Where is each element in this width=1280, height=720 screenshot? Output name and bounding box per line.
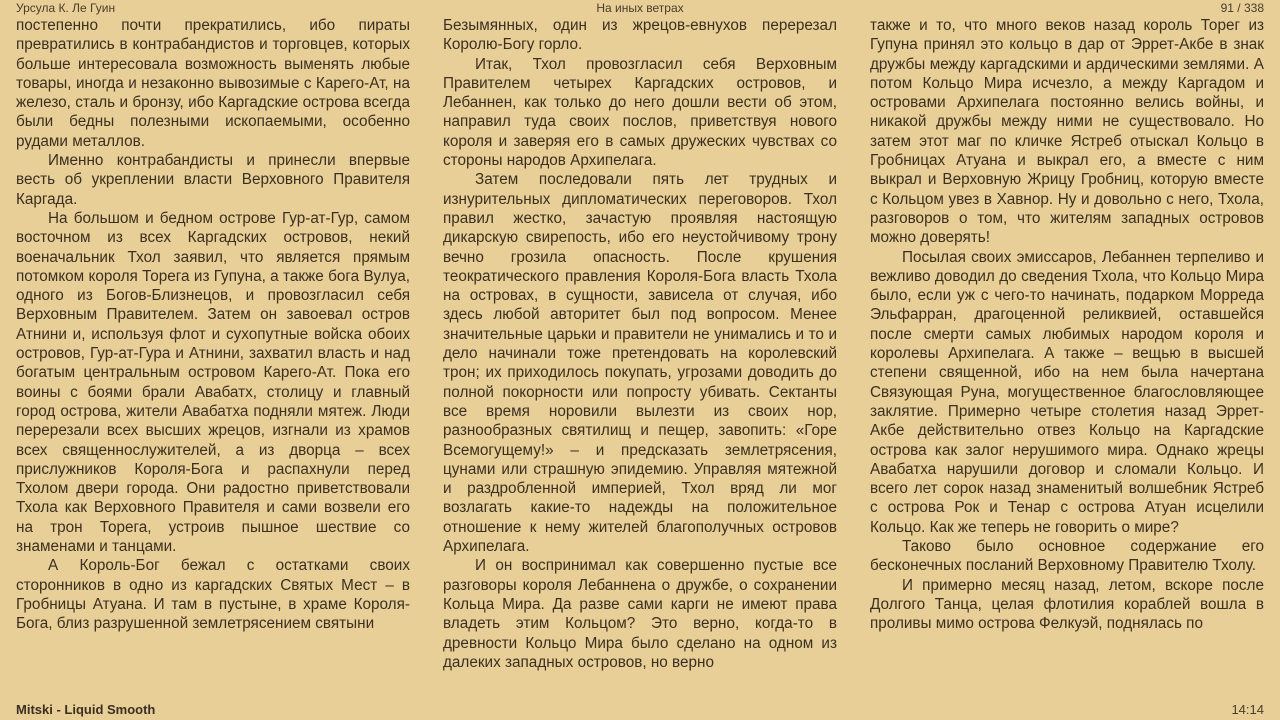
paragraph: И он воспринимал как совершенно пустые все разговоры короля Лебаннена о дружбе, о сохранении Кольца Мира. Да разве сами карги не имеют права владеть этим Кольцом? Это верно, когда-то в древности Кольцо Мира было сделано на одном из далеких западных островов, но верно bbox=[443, 557, 837, 671]
paragraph: И примерно месяц назад, летом, вскоре после Долгого Танца, целая флотилия кораблей вошла в проливы мимо острова Фелкуэй, поднялась по bbox=[870, 576, 1264, 633]
text-column-2[interactable] bbox=[443, 16, 837, 672]
text-column-1[interactable] bbox=[16, 16, 410, 634]
paragraph: Итак, Тхол провозгласил себя Верховным Правителем четырех Каргадских островов, и Лебаннен, как только до него дошли вести об этом, направил туда своих послов, приветствуя нового короля и заверяя его в самых дружеских чувствах со стороны народов Архипелага. bbox=[443, 55, 837, 170]
book-title: На иных ветрах bbox=[596, 1, 684, 15]
book-author: Урсула К. Ле Гуин bbox=[16, 1, 116, 15]
paragraph: также и то, что много веков назад король Торег из Гупуна принял это кольцо в дар от Эррет-Акбе в знак дружбы между каргадскими и ардическими землями. А потом Кольцо Мира исчезло, а между Каргадом и островами Архипелага постоянно велись войны, и никакой дружбы между ними не существовало. Но затем этот маг по кличке Ястреб отыскал Кольцо в Гробницах Атуана и выкрал его, а вместе с ним выкрал и Верховную Жрицу Гробниц, которую вместе с Кольцом увез в Хавнор. Ну и довольно с него, Тхола, разговоров о том, что жителям западных островов можно доверять! bbox=[870, 17, 1264, 247]
paragraph: На большом и бедном острове Гур-ат-Гур, самом восточном из всех Каргадских островов, некий военачальник Тхол заявил, что является прямым потомком короля Торега из Гупуна, а также бога Вулуа, одного из Богов-Близнецов, и провозгласил себя Верховным Правителем. Затем он завоевал остров Атнини и, используя флот и сухопутные войска обоих островов, Гур-ат-Гура и Атнини, захватил власть и над богатым центральным островом Карего-Ат. Пока его воины с боями брали Авабатх, столицу и главный город острова, жители Авабатха подняли мятеж. Люди перерезали всех высших жрецов, изгнали из храмов всех священнослужителей, а из дворца – всех прислужников Короля-Бога и распахнули перед Тхолом двери города. Они радостно приветствовали Тхола как Верховного Правителя и сами возвели его на трон Торега, устроив пышное шествие со знаменами и танцами. bbox=[16, 209, 410, 556]
paragraph: Безымянных, один из жрецов-евнухов перерезал Королю-Богу горло. bbox=[443, 17, 837, 54]
paragraph: А Король-Бог бежал с остатками своих сторонников в одно из каргадских Святых Мест – в Гробницы Атуана. И там в пустыне, в храме Короля-Бога, близ разрушенной землетрясением святыни bbox=[16, 557, 410, 633]
paragraph: постепенно почти прекратились, ибо пираты превратились в контрабандистов и торговцев, которых больше интересовала возможность выменять любые товары, иногда и незаконно вывозимые с Карего-Ат, на железо, сталь и бронзу, ибо Каргадские острова всегда были бедны полезными ископаемыми, особенно рудами металлов. bbox=[16, 17, 410, 150]
clock: 14:14 bbox=[1231, 702, 1264, 717]
paragraph: Посылая своих эмиссаров, Лебаннен терпеливо и вежливо доводил до сведения Тхола, что Кольцо Мира было, если уж с чего-то начинать, подарком Морреда Эльфарран, драгоценной реликвией, оставшейся после смерти самых любимых народом короля и королевы Архипелага. А также – вещью в высшей степени священной, ибо на нем была начертана Связующая Руна, могущественное благословляющее заклятие. Примерно четыре столетия назад Эррет-Акбе действительно отвез Кольцо на Каргадские острова как залог нерушимого мира. Однако жрецы Авабатха нарушили договор и сломали Кольцо. И всего лет сорок назад знаменитый волшебник Ястреб с острова Рок и Тенар с острова Атуан исцелили Кольцо. Как же теперь не говорить о мире? bbox=[870, 248, 1264, 536]
text-column-3[interactable] bbox=[870, 16, 1264, 634]
paragraph: Таково было основное содержание его бесконечных посланий Верховному Правителю Тхолу. bbox=[870, 538, 1264, 575]
paragraph: Именно контрабандисты и принесли впервые весть об укреплении власти Верховного Правителя Каргада. bbox=[16, 152, 410, 208]
page-indicator: 91 / 338 bbox=[1220, 1, 1264, 15]
now-playing-track[interactable]: Mitski - Liquid Smooth bbox=[16, 702, 156, 717]
paragraph: Затем последовали пять лет трудных и изнурительных дипломатических переговоров. Тхол правил жестко, зачастую проявляя настоящую дикарскую свирепость, ибо его неустойчивому трону вечно грозила опасность. После крушения теократического правления Короля-Бога власть Тхола на островах, в сущности, зависела от случая, ибо здесь любой авторитет был под вопросом. Менее значительные царьки и правители не унимались и то и дело начинали тоже претендовать на королевский трон; их приходилось покупать, угрозами доводить до полной покорности или попросту убивать. Сектанты все время норовили вылезти из своих нор, разнообразных святилищ и пещер, завопить: «Горе Всемогущему!» – и предсказать землетрясения, цунами или страшную эпидемию. Управляя мятежной и раздробленной империей, Тхол вряд ли мог возлагать какие-то надежды на положительное отношение к нему жителей благополучных островов Архипелага. bbox=[443, 171, 837, 556]
